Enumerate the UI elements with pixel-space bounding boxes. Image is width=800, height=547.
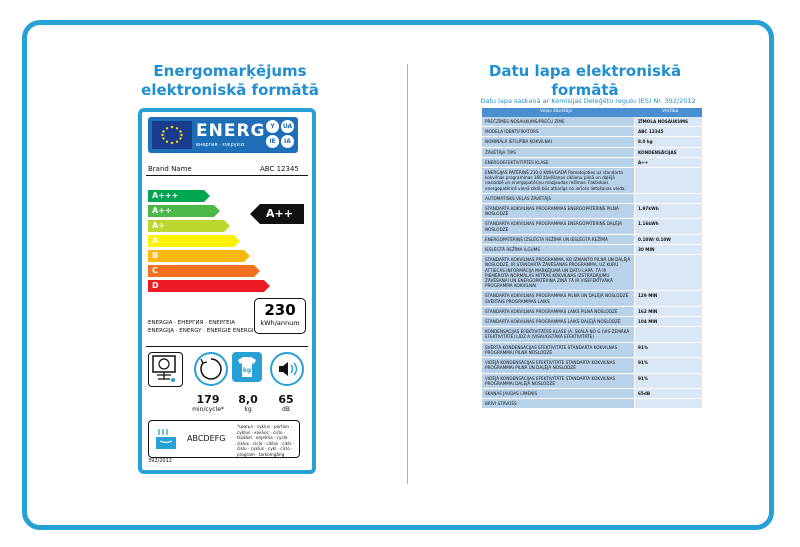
row-label: STANDARTA KOKVILNAS PROGRAMMAS LAIKS DAĻĒJĀ NOSLODZĒ xyxy=(482,317,634,326)
data-sheet-table xyxy=(482,108,702,409)
row-value: KONDENSĀCIJAS xyxy=(634,148,702,157)
table-row xyxy=(482,148,702,158)
class-arrow: C xyxy=(148,265,254,277)
row-label: IESLĒGTĀ REŽĪMA ILGUMS xyxy=(482,245,634,254)
table-row xyxy=(482,307,702,317)
lang-circle: IE xyxy=(266,135,279,148)
class-arrow: A+ xyxy=(148,220,224,232)
column-divider xyxy=(407,64,408,484)
cycle-time-unit: min/cycle* xyxy=(192,406,224,413)
row-value: 129 MIN xyxy=(634,291,702,305)
row-value: 91% xyxy=(634,343,702,357)
condensation-icon xyxy=(153,427,179,451)
brand-name: Brand Name xyxy=(148,165,192,173)
table-row xyxy=(482,127,702,137)
table-row xyxy=(482,343,702,358)
language-circles xyxy=(266,120,296,150)
table-row xyxy=(482,117,702,127)
table-row xyxy=(482,358,702,373)
row-label: VIDĒJĀ KONDENSĀCIJAS EFEKTIVITĀTE STANDARTA KOKVILNAS PROGRAMMAI DAĻĒJĀ NOSLODZĒ xyxy=(482,374,634,388)
noise-unit: dB xyxy=(282,406,290,413)
drum-dryer-icon xyxy=(148,352,183,387)
row-label: SKAŅAS JAUDAS LĪMENIS xyxy=(482,389,634,398)
label-header xyxy=(148,117,298,153)
header-left: Veļas žāvētājs xyxy=(540,109,572,114)
table-row xyxy=(482,194,702,204)
row-value xyxy=(634,255,702,290)
data-sheet-heading: Datu lapa elektroniskā formātā xyxy=(488,62,682,99)
divider-line xyxy=(146,346,308,347)
capacity-value: 8,0 xyxy=(238,393,258,406)
table-row xyxy=(482,168,702,194)
table-row xyxy=(482,327,702,342)
cycle-time-value: 179 xyxy=(196,393,220,406)
current-class-indicator: A++ xyxy=(260,204,304,224)
row-value: 8.0 kg xyxy=(634,137,702,146)
row-value xyxy=(634,168,702,193)
row-label: STANDARTA KOKVILNAS PROGRAMMAS ENERGOPATĒRIŅŠ DAĻĒJĀ NOSLODZĒ xyxy=(482,219,634,233)
row-label: ENERGOPATĒRIŅŠ IZSLĒGTA REŽĪMĀ UN IESLĒGTĀ REŽĪMĀ xyxy=(482,235,634,244)
kwh-unit: kWh/annum xyxy=(260,319,300,327)
row-value: ABC 12345 xyxy=(634,127,702,136)
table-row xyxy=(482,204,702,219)
cycle-footnote: *цикъл · cyklus · portion · cyklus · κύκλος · ciclo · tsükkel · ohjelma · cycle · ciklus · ciclo · ciklas · cikls · ċiklu · cyklus · cykl · ciclo · program · torkomgång xyxy=(237,424,295,457)
table-row xyxy=(482,137,702,147)
row-value: 91% xyxy=(634,374,702,388)
condensation-box xyxy=(148,420,300,458)
row-label: STANDARTA KOKVILNAS PROGRAMMAS LAIKS PILNĀ NOSLODZĒ xyxy=(482,307,634,316)
row-value: 1.16kWh xyxy=(634,219,702,233)
lang-circle: UA xyxy=(281,120,294,133)
energ-subtext: енергия · ενεργεια xyxy=(196,142,245,148)
row-value: ZĪMOLA NOSAUKUMS xyxy=(634,117,702,126)
noise-icon xyxy=(270,352,304,386)
row-label: STANDARTA KOKVILNAS PROGRAMMA, KO IZMANTO PILNĀ UN DAĻĒJĀ NOSLODZĒ, IR STANDARTA ŽĀVĒŠANAS PROGRAMMA, UZ KURU ATTIECAS INFORMĀCIJA MARĶĒJUMĀ UN DATU LAPĀ. TĀ IR PIEMĒROTA NORMĀLAS MITRAS KOKVILNAS IZSTRĀDĀJUMU ŽĀVĒŠANAI UN ENERGOPATĒRIŅA ZIŅĀ TĀ IR VISEFEKTĪVĀKĀ PROGRAMMA KOKVILNAI xyxy=(482,255,634,290)
row-value: A++ xyxy=(634,158,702,167)
row-value xyxy=(634,399,702,408)
class-arrow: D xyxy=(148,280,264,292)
regulation-number: 392/2012 xyxy=(148,458,172,464)
class-arrow: A xyxy=(148,235,234,247)
table-row xyxy=(482,245,702,255)
row-value: 0.10W/ 0.10W xyxy=(634,235,702,244)
energy-label xyxy=(138,108,316,474)
lang-circle: IA xyxy=(281,135,294,148)
energy-label-heading: Energomarķējums elektroniskā formātā xyxy=(141,62,319,99)
condensation-scale: ABCDEFG xyxy=(187,434,226,443)
row-value: 65dB xyxy=(634,389,702,398)
table-row xyxy=(482,399,702,409)
row-label: VIDĒJĀ KONDENSĀCIJAS EFEKTIVITĀTE STANDARTA KOKVILNAS PROGRAMMAI PILNĀ UN DAĻĒJĀ NOSLODZĒ xyxy=(482,358,634,372)
table-row xyxy=(482,219,702,234)
row-label: STANDARTA KOKVILNAS PROGRAMMAS PILNĀ UN DAĻĒJĀ NOSLODZĒ SVĒRTAIS PROGRAMMAS LAIKS xyxy=(482,291,634,305)
row-label: ENERĢIJAS PATĒRIŅŠ 230,0 KWH/GADĀ Pamatojoties uz standarta kokvilnas programmas 160 žāvēšanas ciklienu pilnā un daļējā noslodzē un energopatēriņu mazjaudas režīmos. Faktiskais energopatēriņš vienā ciklā būs atkarīgs no ierīces lietošanas veida. xyxy=(482,168,634,193)
data-sheet-subtitle: Datu lapa saskaņā ar Komisijas Deleģēto regulu (ES) Nr. 392/2012 xyxy=(480,97,696,105)
class-arrow: A+++ xyxy=(148,190,204,202)
kg-text: kg xyxy=(242,367,252,374)
header-right: Vērtība xyxy=(662,109,679,114)
row-value: 162 MIN xyxy=(634,307,702,316)
row-value: 1.97kWh xyxy=(634,204,702,218)
capacity-icon xyxy=(232,352,262,382)
table-header xyxy=(482,108,702,117)
energy-languages: ENERGIA · ЕНЕРГИЯ · ΕΝΕΡΓΕΙΑ ENERGIJA · ENERGY · ENERGIE ENERGI xyxy=(148,320,254,334)
annual-consumption-box xyxy=(254,298,306,334)
row-value xyxy=(634,327,702,341)
row-label: NOMINĀLĀ IETILPĪBA KOKVILNAI xyxy=(482,137,634,146)
table-row xyxy=(482,255,702,291)
row-label: KONDENSĀCIJAS EFEKTIVITĀTES KLASE (A: SKALĀ NO G (VIS-ZEMĀKĀ EFEKTIVITĀTE) LĪDZ A (VISAUGSTĀKĀ EFEKTIVITĀTE) xyxy=(482,327,634,341)
row-value: 104 MIN xyxy=(634,317,702,326)
class-arrow: A++ xyxy=(148,205,214,217)
divider-line xyxy=(146,175,308,176)
table-row xyxy=(482,374,702,389)
row-value: 91% xyxy=(634,358,702,372)
row-value: 30 MIN xyxy=(634,245,702,254)
row-label: PREČZĪMES NOSAUKUMS/PREČU ZĪME xyxy=(482,117,634,126)
cycle-time-icon xyxy=(194,352,228,386)
row-label: SVĒRTĀ KONDENSĀCIJAS EFEKTIVITĀTE STANDARTA KOKVILNAS PROGRAMMAI PILNĀ NOSLODZĒ xyxy=(482,343,634,357)
row-label: STANDARTA KOKVILNAS PROGRAMMAS ENERGOPATĒRIŅŠ PILNĀ NOSLODZĒ xyxy=(482,204,634,218)
capacity-unit: kg xyxy=(244,406,252,413)
table-row xyxy=(482,235,702,245)
model-id: ABC 12345 xyxy=(260,165,299,173)
row-label: AUTOMĀTISKS VEĻAS ŽĀVĒTĀJS xyxy=(482,194,634,203)
noise-value: 65 xyxy=(278,393,294,406)
lang-circle: Y xyxy=(266,120,279,133)
row-label: ENERGOEFEKTIVITĀTES KLASE xyxy=(482,158,634,167)
energ-word: ENERG xyxy=(196,121,266,141)
row-label: MODEĻA IDENTIFIKATORS xyxy=(482,127,634,136)
table-row xyxy=(482,291,702,306)
eu-flag-icon xyxy=(152,121,192,149)
kwh-value: 230 xyxy=(264,301,296,319)
row-label: ŽĀVĒTĀJA TIPS xyxy=(482,148,634,157)
row-label: BRĪVI STĀVOŠS xyxy=(482,399,634,408)
row-value xyxy=(634,194,702,203)
table-row xyxy=(482,389,702,399)
table-row xyxy=(482,158,702,168)
class-arrow: B xyxy=(148,250,244,262)
table-row xyxy=(482,317,702,327)
